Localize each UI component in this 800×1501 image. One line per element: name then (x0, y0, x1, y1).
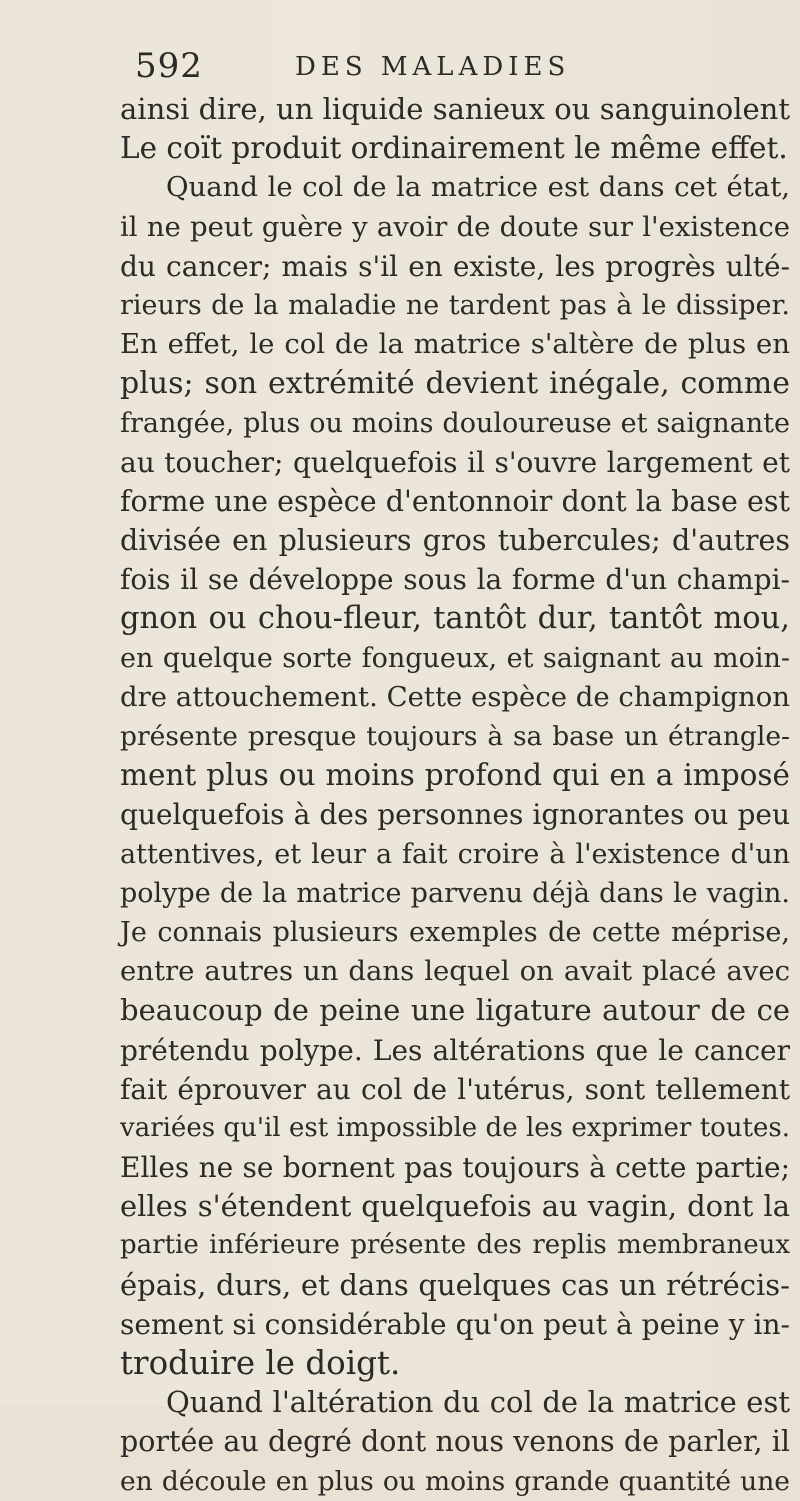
text-line: Elles ne se bornent pas toujours à cette partie; (120, 1151, 790, 1185)
page-number: 592 (135, 46, 203, 86)
text-line: au toucher; quelquefois il s'ouvre largement et (120, 445, 790, 479)
text-line: divisée en plusieurs gros tubercules; d'autres (120, 524, 790, 558)
text-line: entre autres un dans lequel on avait placé avec (120, 955, 790, 988)
text-line: beaucoup de peine une ligature autour de ce (120, 993, 790, 1028)
paragraph-start-line: Quand le col de la matrice est dans cet état, (166, 171, 790, 204)
text-line: fois il se développe sous la forme d'un champi- (120, 563, 790, 597)
text-line: plus; son extrémité devient inégale, comme (120, 366, 790, 402)
text-line: épais, durs, et dans quelques cas un rétrécis- (120, 1267, 790, 1302)
text-line: en quelque sorte fongueux, et saignant au moin- (120, 642, 790, 674)
text-line: dre attouchement. Cette espèce de champignon (120, 680, 790, 713)
text-line: forme une espèce d'entonnoir dont la base est (120, 484, 790, 518)
text-line: sement si considérable qu'on peut à peine y in- (120, 1307, 790, 1341)
text-line: En effet, le col de la matrice s'altère de plus en (120, 328, 790, 361)
text-line: variées qu'il est impossible de les exprimer toutes. (120, 1112, 790, 1143)
text-line: en découle en plus ou moins grande quantité une (120, 1465, 790, 1497)
text-line: présente presque toujours à sa base un étrangle- (120, 721, 790, 752)
text-line: troduire le doigt. (120, 1344, 401, 1382)
page-header (135, 46, 775, 86)
text-line: fait éprouver au col de l'utérus, sont tellement (120, 1072, 790, 1106)
text-line: gnon ou chou-fleur, tantôt dur, tantôt mou, (120, 601, 790, 637)
text-line: polype de la matrice parvenu déjà dans le vagin. (120, 877, 790, 909)
text-line: du cancer; mais s'il en existe, les progrès ulté- (120, 249, 790, 283)
paragraph-start-line: Quand l'altération du col de la matrice est (166, 1385, 790, 1420)
text-line: prétendu polype. Les altérations que le cancer (120, 1033, 790, 1067)
text-line: partie inférieure présente des replis membraneux (120, 1230, 790, 1261)
text-line: Je connais plusieurs exemples de cette méprise, (120, 916, 790, 948)
text-line: Le coït produit ordinairement le même effet. (120, 131, 788, 166)
text-line: rieurs de la maladie ne tardent pas à le dissiper. (120, 289, 790, 321)
text-line: elles s'étendent quelquefois au vagin, dont la (120, 1189, 790, 1224)
text-line: portée au degré dont nous venons de parler, il (120, 1425, 790, 1459)
text-line: frangée, plus ou moins douloureuse et saignante (120, 407, 790, 439)
text-line: ment plus ou moins profond qui en a imposé (120, 758, 790, 793)
body-text (120, 90, 790, 1501)
text-line: quelquefois à des personnes ignorantes ou peu (120, 798, 790, 832)
text-line: il ne peut guère y avoir de doute sur l'existence (120, 210, 790, 243)
running-title: DES MALADIES (295, 52, 571, 82)
text-line: attentives, et leur a fait croire à l'existence d'un (120, 838, 790, 870)
text-line: ainsi dire, un liquide sanieux ou sanguinolent (120, 92, 790, 126)
